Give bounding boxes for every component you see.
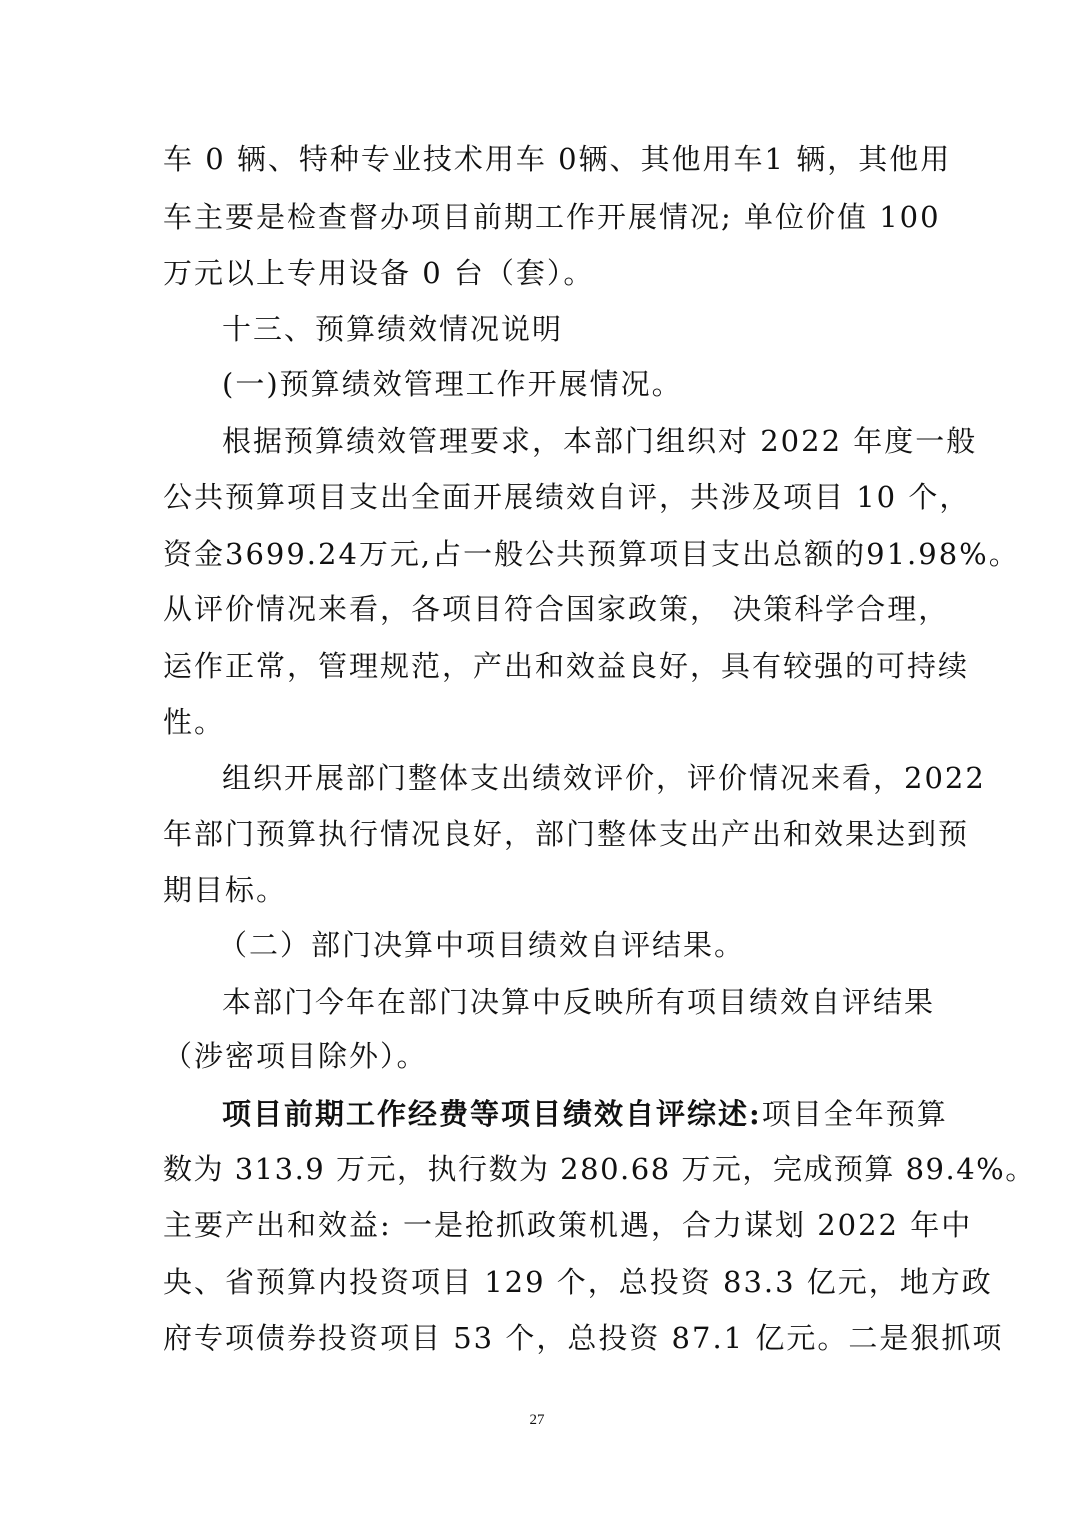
body-text-line: 运作正常，管理规范，产出和效益良好，具有较强的可持续 (163, 649, 970, 683)
subsection-heading: (一)预算绩效管理工作开展情况。 (222, 367, 683, 401)
body-text-line: 主要产出和效益: 一是抢抓政策机遇，合力谋划 2022 年中 (163, 1208, 973, 1242)
subsection-heading: （二）部门决算中项目绩效自评结果。 (218, 928, 746, 962)
body-text-line: 从评价情况来看，各项目符合国家政策， 决策科学合理， (163, 592, 950, 626)
bold-lead-in: 项目前期工作经费等项目绩效自评综述: (222, 1097, 762, 1131)
body-text-line: 车 0 辆、特种专业技术用车 0辆、其他用车1 辆，其他用 (163, 142, 952, 176)
body-text-line: 期目标。 (163, 873, 288, 907)
body-text-line: 根据预算绩效管理要求，本部门组织对 2022 年度一般 (222, 424, 978, 458)
body-text-line: 公共预算项目支出全面开展绩效自评，共涉及项目 10 个， (163, 480, 971, 514)
section-heading: 十三、预算绩效情况说明 (222, 312, 564, 346)
body-text-line: 组织开展部门整体支出绩效评价，评价情况来看，2022 (222, 761, 986, 795)
body-text-line: 万元以上专用设备 0 台（套）。 (163, 256, 595, 290)
body-text-line: 资金3699.24万元,占一般公共预算项目支出总额的91.98%。 (163, 537, 1020, 571)
body-text-line: 府专项债券投资项目 53 个，总投资 87.1 亿元。二是狠抓项 (163, 1321, 1004, 1355)
page-number: 27 (529, 1412, 545, 1428)
body-text-line: 本部门今年在部门决算中反映所有项目绩效自评结果 (222, 985, 936, 1019)
body-text-line: 数为 313.9 万元，执行数为 280.68 万元，完成预算 89.4%。 (163, 1152, 1036, 1186)
body-text-line: 年部门预算执行情况良好，部门整体支出产出和效果达到预 (163, 817, 970, 851)
lead-in-continuation: 项目全年预算 (761, 1097, 948, 1131)
body-text-line: 性。 (163, 705, 226, 739)
body-text-line: 央、省预算内投资项目 129 个，总投资 83.3 亿元，地方政 (163, 1265, 993, 1299)
body-text-line (222, 1094, 948, 1134)
body-text-line: 车主要是检查督办项目前期工作开展情况; 单位价值 100 (163, 200, 941, 234)
body-text-line: （涉密项目除外）。 (163, 1039, 428, 1073)
